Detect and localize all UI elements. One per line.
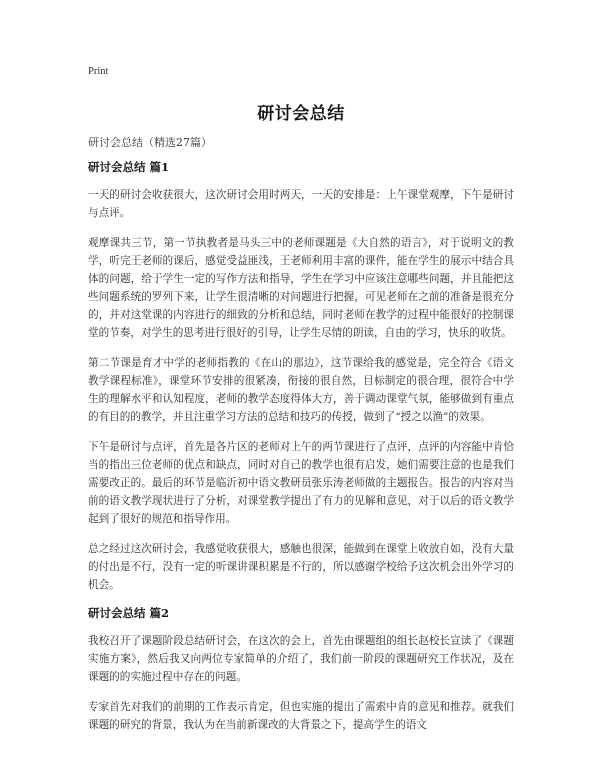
document-title: 研讨会总结 [257, 104, 345, 124]
paragraph: 一天的研讨会收获很大，这次研讨会用时两天，一天的安排是：上午课堂观摩，下午是研讨与点评。 [88, 189, 514, 219]
paragraph: 下午是研讨与点评，首先是各片区的老师对上午的两节课进行了点评，点评的内容能中肯恰当的指出三位老师的优点和缺点，同时对自己的教学也很有启发，她们需要注意的也是我们需要改正的。最后的环节是临沂初中语文教研员张乐涛老师做的主题报告。报告的内容对当前的语文教学现状进行了分析，对课堂教学提出了有力的见解和意见，对于以后的语文教学起到了很好的规范和指导作用。 [88, 441, 514, 525]
paragraph: 专家首先对我们的前期的工作表示肯定，但也实施的提出了需索中肯的意见和推荐。就我们课题的研究的背景，我认为在当前新课改的大背景之下，提高学生的语文 [88, 701, 514, 731]
document-body [88, 158, 514, 746]
print-label: Print [88, 66, 109, 77]
paragraph: 观摩课共三节，第一节执教者是马头三中的老师课题是《大自然的语言》，对于说明文的教学，听完王老师的课后，感觉受益匪浅，王老师利用丰富的课件，能在学生的展示中结合具体的问题，给于学生一定的写作方法和指导，学生在学习中应该注意哪些问题，并且能把这些问题系统的罗列下来，让学生很清晰的对问题进行把握，可见老师在之前的准备是很充分的，并对这堂课的内容进行的细致的分析和总结，同时老师在教学的过程中能很好的控制课堂的节奏，对学生的思考进行很好的引导，让学生尽情的朗读，自由的学习，快乐的收货。 [88, 237, 514, 339]
paragraph: 第二节课是育才中学的老师指教的《在山的那边》，这节课给我的感觉是，完全符合《语文教学课程标准》，课堂环节安排的很紧凑，衔接的很自然，目标制定的很合理，很符合中学生的理解水平和认知程度，老师的教学态度得体大方，善于调动课堂气氛，能够做到有重点的有目的的教学，并且注重学习方法的总结和技巧的传授，做到了“授之以渔”的效果。 [88, 357, 514, 423]
paragraph: 我校召开了课题阶段总结研讨会，在这次的会上，首先由课题组的组长赵校长宣读了《课题实施方案》，然后我又向两位专家简单的介绍了，我们前一阶段的课题研究工作状况，及在课题的的实施过程中存在的问题。 [88, 635, 514, 683]
section-heading-2: 研讨会总结 篇2 [88, 606, 170, 620]
document-subtitle: 研讨会总结（精选27篇） [88, 136, 212, 149]
section-heading-1: 研讨会总结 篇1 [88, 160, 170, 174]
paragraph: 总之经过这次研讨会，我感觉收获很大，感触也很深，能做到在课堂上收放自如，没有大量的付出是不行，没有一定的听课讲课积累是不行的，所以感谢学校给予这次机会出外学习的机会。 [88, 543, 514, 591]
